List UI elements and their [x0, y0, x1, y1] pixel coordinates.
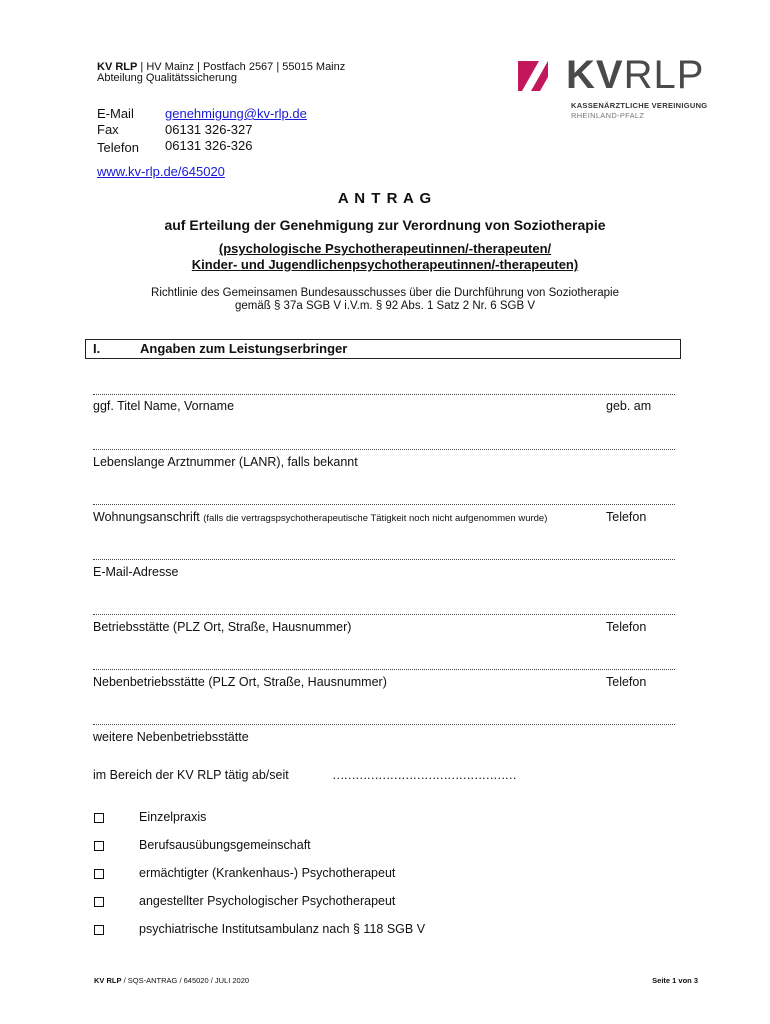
field-line-further-practice[interactable]: [93, 724, 675, 725]
field-label-email: E-Mail-Adresse: [93, 565, 179, 579]
option-label-institutsambulanz: psychiatrische Institutsambulanz nach § 118 SGB V: [139, 922, 426, 936]
email-label: E-Mail: [97, 106, 134, 121]
field-label-home-phone: Telefon: [606, 510, 647, 524]
logo-mark-icon: [518, 60, 556, 92]
footer-doc-info: [94, 976, 249, 985]
option-label-ermaechtigter: ermächtigter (Krankenhaus-) Psychotherapeut: [139, 866, 396, 880]
home-address-note: (falls die vertragspsychotherapeutische Tätigkeit noch nicht aufgenommen wurde): [203, 513, 548, 524]
email-link[interactable]: genehmigung@kv-rlp.de: [165, 106, 307, 121]
activity-date-field[interactable]: …………………………………………: [332, 768, 516, 782]
doc-subtitle-line2: Kinder- und Jugendlichenpsychotherapeutinnen/-therapeuten): [191, 257, 579, 272]
website-link[interactable]: www.kv-rlp.de/645020: [97, 164, 225, 179]
field-line-lanr[interactable]: [93, 449, 675, 450]
sender-org: KV RLP: [97, 61, 138, 73]
section-title: Angaben zum Leistungserbringer: [140, 341, 348, 356]
logo-wordmark: [566, 55, 704, 95]
field-line-secondary-practice[interactable]: [93, 669, 675, 670]
kv-rlp-logo: [518, 60, 556, 97]
logo-kv: KV: [566, 53, 624, 97]
checkbox-berufsausuebungsgemeinschaft[interactable]: [94, 841, 104, 851]
guideline-line1: Richtlinie des Gemeinsamen Bundesausschusses über die Durchführung von Soziotherapie: [151, 287, 619, 299]
fax-label: Fax: [97, 122, 119, 137]
field-label-name: ggf. Titel Name, Vorname: [93, 399, 235, 413]
checkbox-angestellter[interactable]: [94, 897, 104, 907]
footer-page-number: Seite 1 von 3: [652, 976, 698, 985]
logo-sub-2: RHEINLAND-PFALZ: [571, 111, 645, 120]
field-label-lanr: Lebenslange Arztnummer (LANR), falls bekannt: [93, 455, 358, 469]
checkbox-ermaechtigter[interactable]: [94, 869, 104, 879]
sender-address-rest: | HV Mainz | Postfach 2567 | 55015 Mainz: [137, 61, 346, 73]
field-label-home-address: [93, 510, 547, 526]
field-line-name[interactable]: [93, 394, 675, 395]
section-number: I.: [93, 341, 101, 356]
activity-label: im Bereich der KV RLP tätig ab/seit: [93, 768, 289, 782]
field-line-practice[interactable]: [93, 614, 675, 615]
guideline-line2: gemäß § 37a SGB V i.V.m. § 92 Abs. 1 Satz 2 Nr. 6 SGB V: [234, 300, 535, 312]
option-label-berufsausuebungsgemeinschaft: Berufsausübungsgemeinschaft: [139, 838, 311, 852]
home-address-label: Wohnungsanschrift: [93, 510, 204, 524]
field-line-home-address[interactable]: [93, 504, 675, 505]
field-label-practice: Betriebsstätte (PLZ Ort, Straße, Hausnummer): [93, 620, 352, 634]
checkbox-institutsambulanz[interactable]: [94, 925, 104, 935]
logo-rlp: RLP: [623, 53, 705, 97]
department: Abteilung Qualitätssicherung: [97, 72, 238, 84]
option-label-einzelpraxis: Einzelpraxis: [139, 810, 207, 824]
phone-label: Telefon: [97, 140, 139, 155]
field-label-secondary-phone: Telefon: [606, 675, 647, 689]
footer-doc-code: / SQS-ANTRAG / 645020 / JULI 2020: [121, 976, 250, 985]
field-label-further-practice: weitere Nebenbetriebsstätte: [93, 730, 249, 744]
phone-value: 06131 326-326: [165, 138, 253, 153]
footer-org: KV RLP: [94, 976, 122, 985]
field-label-birthdate: geb. am: [606, 399, 652, 413]
field-line-email[interactable]: [93, 559, 675, 560]
checkbox-einzelpraxis[interactable]: [94, 813, 104, 823]
fax-value: 06131 326-327: [165, 122, 253, 137]
doc-title: A N T R A G: [337, 190, 433, 207]
logo-sub-1: KASSENÄRZTLICHE VEREINIGUNG: [571, 101, 708, 110]
option-label-angestellter: angestellter Psychologischer Psychotherapeut: [139, 894, 396, 908]
doc-subtitle: auf Erteilung der Genehmigung zur Verordnung von Soziotherapie: [164, 217, 606, 233]
doc-subtitle-line1: (psychologische Psychotherapeutinnen/-therapeuten/: [218, 241, 552, 256]
field-label-practice-phone: Telefon: [606, 620, 647, 634]
section-header-box: [85, 339, 681, 359]
field-label-secondary-practice: Nebenbetriebsstätte (PLZ Ort, Straße, Hausnummer): [93, 675, 387, 689]
